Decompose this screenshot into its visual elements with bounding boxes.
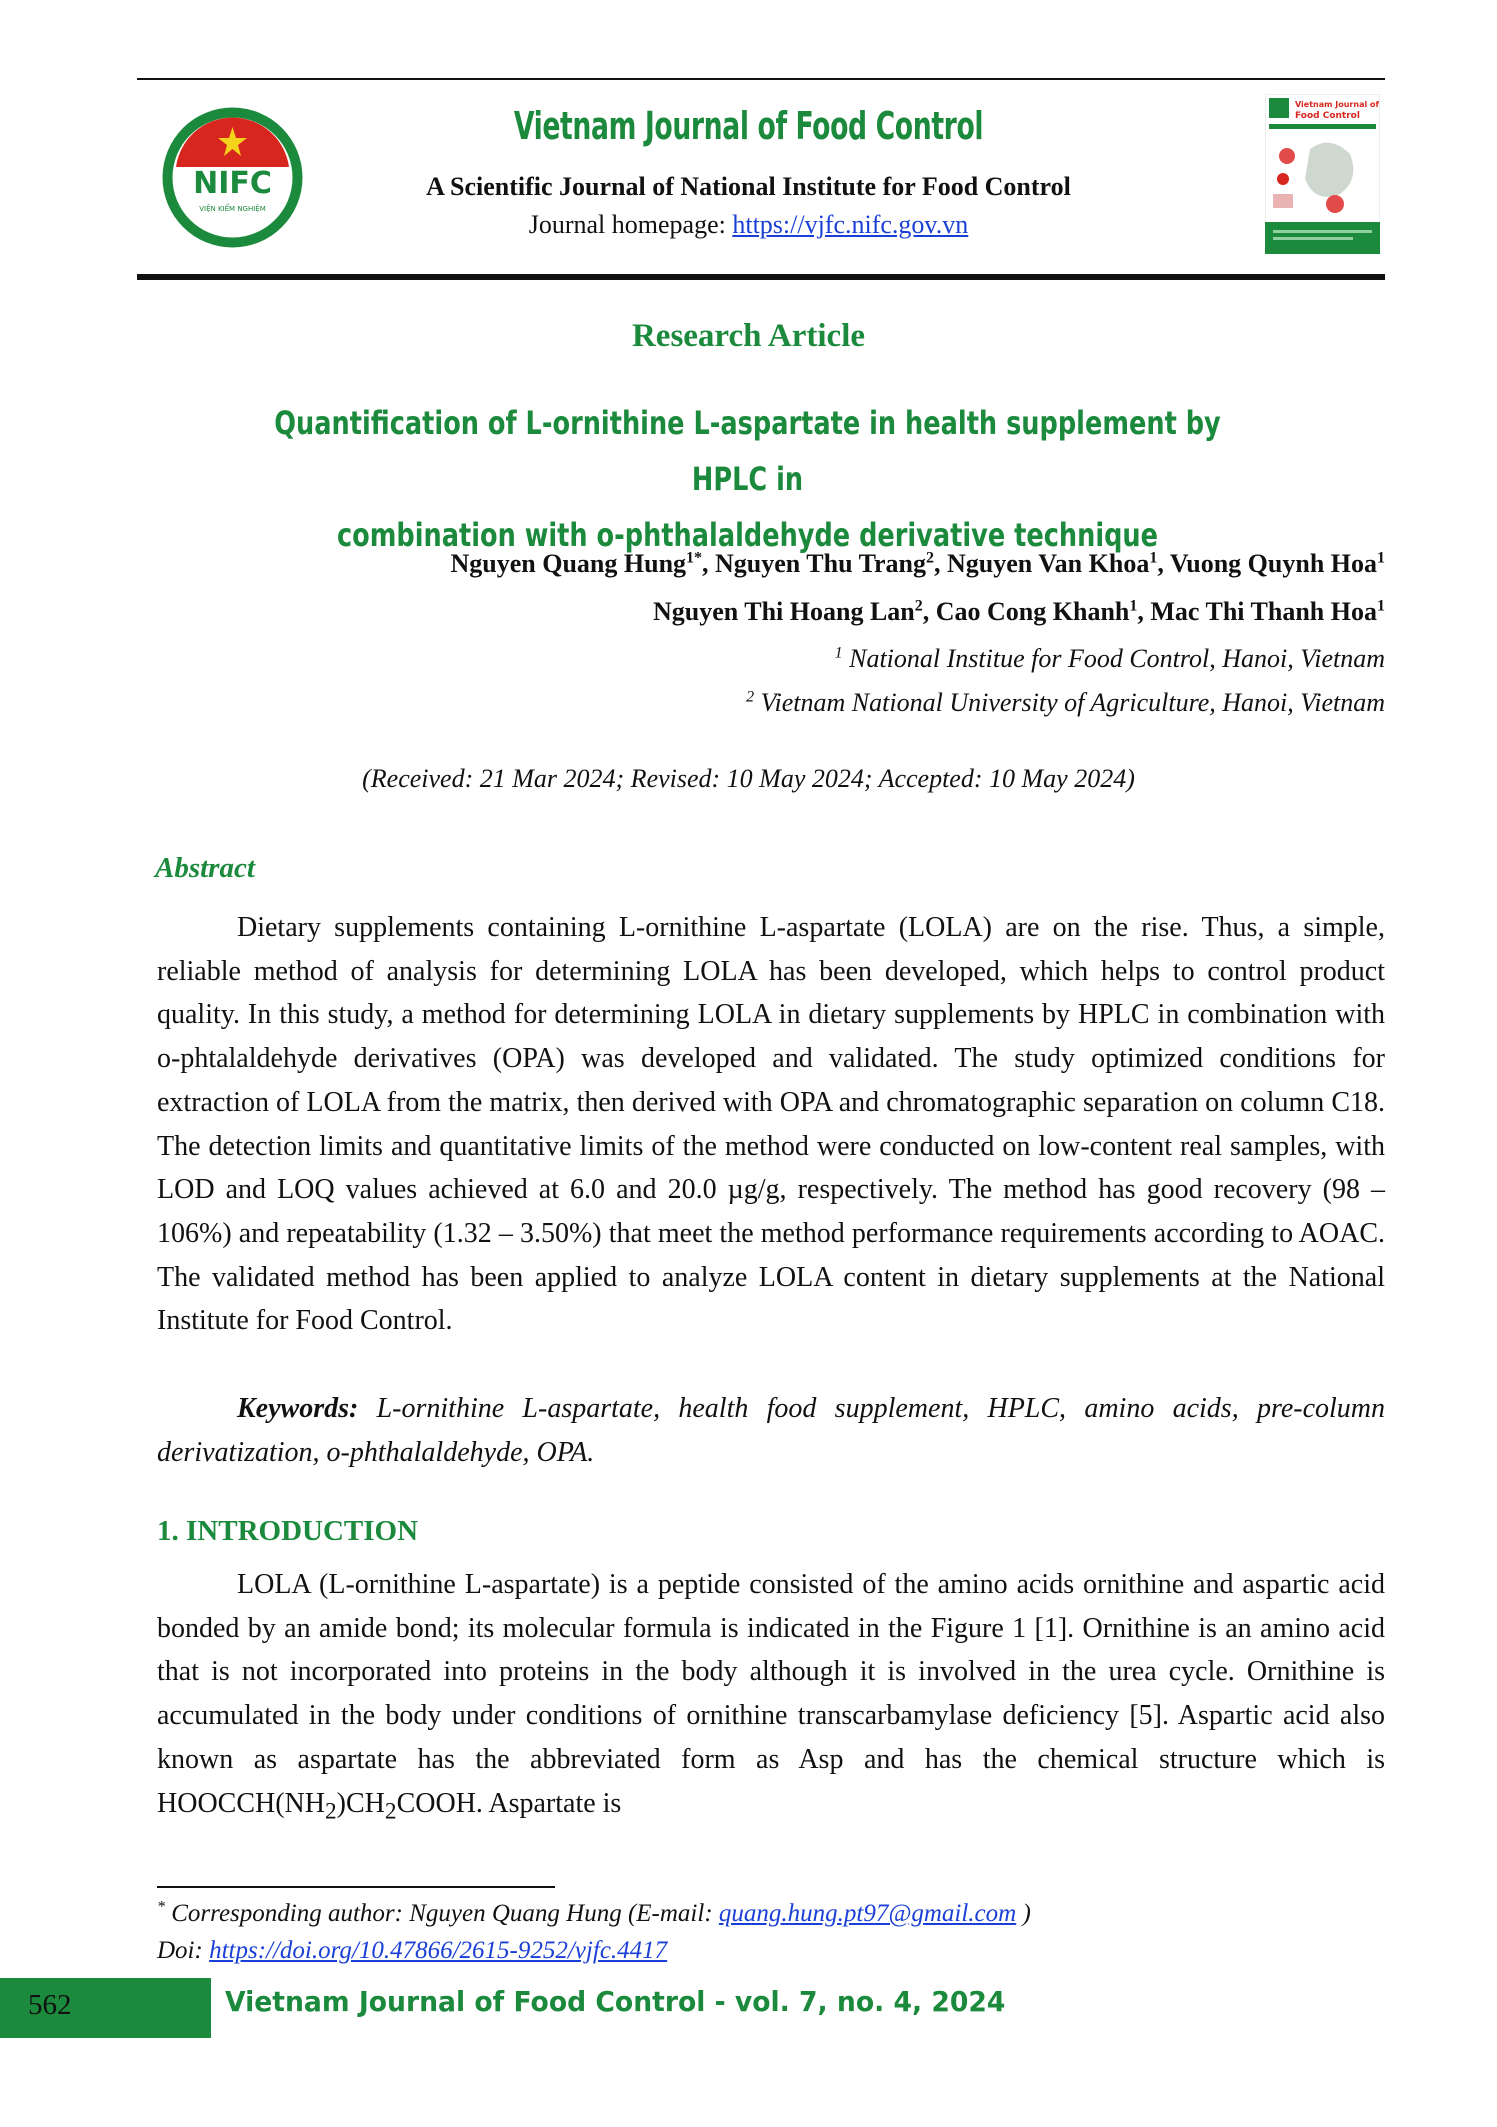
doi-link[interactable]: https://doi.org/10.47866/2615-9252/vjfc.4417	[209, 1937, 668, 1964]
affiliation-mark: 2	[746, 688, 755, 706]
affiliation-text: Vietnam National University of Agriculture, Hanoi, Vietnam	[760, 688, 1385, 717]
intro-text-1: LOLA (L-ornithine L-aspartate) is a peptide consisted of the amino acids ornithine and aspartic acid bonded by an amide bond; its molecular formula is indicated in the Figure 1 [1]. Ornithine is an amino acid that is not incorporated into proteins in the body although it is involved in the urea cycle. Ornithine is accumulated in the body under conditions of ornithine transcarbamylase deficiency [5]. Aspartic acid also known as aspartate has the abbreviated form as Asp and has the chemical structure which is HOOCCH(NH	[157, 1569, 1385, 1819]
affiliation-text: National Institue for Food Control, Hanoi, Vietnam	[849, 644, 1385, 673]
footnote-corr-close: )	[1016, 1900, 1031, 1927]
abstract-heading: Abstract	[155, 852, 255, 884]
affiliation-2	[145, 681, 1385, 725]
header-top-rule	[137, 78, 1385, 80]
authors-line-1: Nguyen Quang Hung$^{1*}$, Nguyen Thu Trang$^2$, Nguyen Van Khoa$^1$, Vuong Quynh Hoa$^1$	[450, 549, 1385, 578]
article-type: Research Article	[631, 318, 866, 354]
author-name: Nguyen Quang Hung	[450, 549, 687, 578]
logo-text: NIFC	[193, 166, 272, 201]
author-name: Cao Cong Khanh	[935, 597, 1130, 626]
intro-text-2: )CH	[336, 1787, 385, 1819]
paper-title-line-2: combination with o-phthalaldehyde derivative technique	[336, 516, 1159, 554]
abstract-text: Dietary supplements containing L-ornithine L-aspartate (LOLA) are on the rise. Thus, a simple, reliable method of analysis for determining LOLA has been developed, which helps to control product quality. In this study, a method for determining LOLA in dietary supplements by HPLC in combination with o-phtalaldehyde derivatives (OPA) was developed and validated. The study optimized conditions for extraction of LOLA from the matrix, then derived with OPA and chromatographic separation on column C18. The detection limits and quantitative limits of the method were conducted on low-content real samples, with LOD and LOQ values achieved at 6.0 and 20.0 µg/g, respectively. The method has good recovery (98 – 106%) and repeatability (1.32 – 3.50%) that meet the method performance requirements according to AOAC. The validated method has been applied to analyze LOLA content in dietary supplements at the National Institute for Food Control.	[157, 912, 1385, 1337]
homepage-link[interactable]: https://vjfc.nifc.gov.vn	[732, 210, 969, 239]
header-bottom-rule	[137, 274, 1385, 280]
affiliation-mark: 1	[834, 644, 843, 662]
author-name: Mac Thi Thanh Hoa	[1150, 597, 1377, 626]
keywords-label: Keywords:	[237, 1393, 359, 1424]
keywords	[157, 1387, 1385, 1474]
footnote-corr-label: Corresponding author: Nguyen Quang Hung (E-mail:	[165, 1900, 719, 1927]
introduction-text	[157, 1563, 1385, 1834]
author-name: Nguyen Van Khoa	[947, 549, 1150, 578]
author-affil-mark: 2	[914, 597, 923, 615]
paper-title-line-1: Quantification of L-ornithine L-aspartate in health supplement by HPLC in	[274, 404, 1221, 498]
cover-title-1: Vietnam Journal of	[1295, 100, 1379, 109]
journal-cover-thumbnail	[1265, 94, 1380, 254]
section-heading-introduction: 1. INTRODUCTION	[157, 1515, 419, 1547]
paper-title	[270, 395, 1226, 563]
author-affil-mark: 1	[1129, 597, 1138, 615]
author-affil-mark: 1	[1377, 597, 1385, 615]
author-affil-mark: 1	[1377, 549, 1385, 567]
footnote-mark: *	[157, 1898, 165, 1916]
affiliation-1	[145, 637, 1385, 681]
cover-title-2: Food Control	[1295, 111, 1360, 121]
footnote-doi	[157, 1937, 1385, 1965]
doi-label: Doi:	[157, 1937, 210, 1964]
author-affil-mark: 1*	[686, 549, 703, 567]
author-name: Vuong Quynh Hoa	[1169, 549, 1377, 578]
logo-small-text: VIỆN KIỂM NGHIỆM	[199, 205, 266, 213]
keywords-text: L-ornithine L-aspartate, health food supplement, HPLC, amino acids, pre-column derivatization, o-phthalaldehyde, OPA.	[157, 1393, 1386, 1468]
author-name: Nguyen Thu Trang	[715, 549, 927, 578]
homepage-label: Journal homepage:	[528, 210, 733, 239]
author-email-link[interactable]: quang.hung.pt97@gmail.com	[718, 1900, 1017, 1927]
author-affil-mark: 2	[926, 549, 935, 567]
footnote-corresponding	[157, 1900, 1385, 1928]
authors-line-2: Nguyen Thi Hoang Lan$^2$, Cao Cong Khanh$^1$, Mac Thi Thanh Hoa$^1$	[652, 597, 1385, 626]
author-name: Nguyen Thi Hoang Lan	[652, 597, 915, 626]
article-dates: (Received: 21 Mar 2024; Revised: 10 May 2024; Accepted: 10 May 2024)	[362, 764, 1135, 793]
footnote-rule	[157, 1886, 555, 1888]
footer-journal-issue: Vietnam Journal of Food Control - vol. 7, no. 4, 2024	[225, 1985, 1006, 2018]
journal-subtitle: A Scientific Journal of National Institute for Food Control	[426, 172, 1071, 201]
intro-text-3: COOH. Aspartate is	[396, 1787, 622, 1819]
page-number: 562	[28, 1989, 72, 2021]
intro-sub-2: 2	[384, 1798, 397, 1825]
journal-title: Vietnam Journal of Food Control	[513, 104, 984, 148]
author-affil-mark: 1	[1149, 549, 1158, 567]
intro-sub-1: 2	[325, 1798, 337, 1825]
